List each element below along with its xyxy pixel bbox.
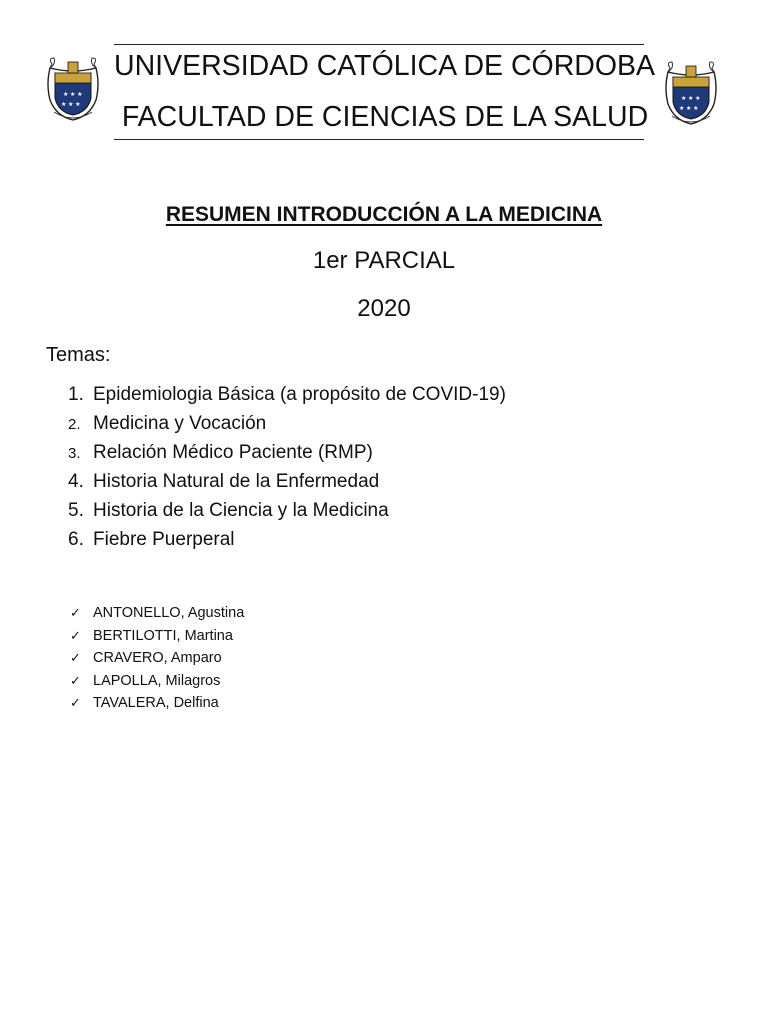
topic-number: 4.: [68, 471, 84, 492]
list-item: [68, 409, 506, 438]
list-item: [70, 602, 244, 625]
author-name: ANTONELLO, Agustina: [93, 605, 245, 621]
topic-number: 5.: [68, 500, 84, 521]
document-subtitle: 1er PARCIAL: [312, 247, 456, 274]
author-name: CRAVERO, Amparo: [93, 650, 222, 666]
topic-text: Fiebre Puerperal: [93, 529, 235, 550]
topic-number: 2.: [68, 416, 81, 433]
checkmark-icon: ✓: [70, 650, 81, 665]
list-item: [68, 525, 506, 554]
svg-text:★ ★ ★: ★ ★ ★: [61, 102, 81, 108]
topic-text: Medicina y Vocación: [93, 413, 267, 434]
topics-label: Temas:: [46, 344, 111, 366]
list-item: [70, 692, 244, 715]
svg-text:★ ★ ★: ★ ★ ★: [681, 96, 701, 102]
list-item: [70, 625, 244, 648]
university-name: UNIVERSIDAD CATÓLICA DE CÓRDOBA: [114, 50, 656, 82]
faculty-name: FACULTAD DE CIENCIAS DE LA SALUD: [121, 101, 649, 133]
checkmark-icon: ✓: [70, 605, 81, 620]
author-name: TAVALERA, Delfina: [93, 695, 219, 711]
university-crest-icon: [44, 54, 102, 124]
list-item: [68, 467, 506, 496]
topic-text: Historia Natural de la Enfermedad: [93, 471, 380, 492]
author-name: BERTILOTTI, Martina: [93, 627, 233, 644]
topic-text: Historia de la Ciencia y la Medicina: [93, 500, 389, 521]
document-year: 2020: [357, 295, 411, 322]
document-title-text: RESUMEN INTRODUCCIÓN A LA MEDICINA: [165, 203, 603, 226]
topic-number: 6.: [68, 529, 84, 550]
header-top-rule: [114, 44, 644, 45]
list-item: [68, 496, 506, 525]
checkmark-icon: ✓: [70, 695, 81, 710]
topic-number: 3.: [68, 445, 81, 462]
svg-text:★ ★ ★: ★ ★ ★: [679, 106, 699, 112]
list-item: [70, 647, 244, 670]
authors-list: [70, 602, 244, 715]
topic-text: Relación Médico Paciente (RMP): [93, 442, 373, 463]
svg-text:★ ★ ★: ★ ★ ★: [63, 92, 83, 98]
checkmark-icon: ✓: [70, 672, 81, 688]
author-name: LAPOLLA, Milagros: [93, 672, 221, 689]
university-crest-icon: [662, 58, 720, 128]
header-bottom-rule: [114, 139, 644, 140]
list-item: [68, 380, 506, 409]
topic-number: 1.: [68, 384, 84, 405]
checkmark-icon: ✓: [70, 627, 81, 643]
document-title: [0, 200, 768, 230]
topic-text: Epidemiologia Básica (a propósito de COVID-19): [93, 384, 506, 405]
list-item: [68, 438, 506, 467]
topics-list: [68, 380, 506, 554]
list-item: [70, 670, 244, 693]
